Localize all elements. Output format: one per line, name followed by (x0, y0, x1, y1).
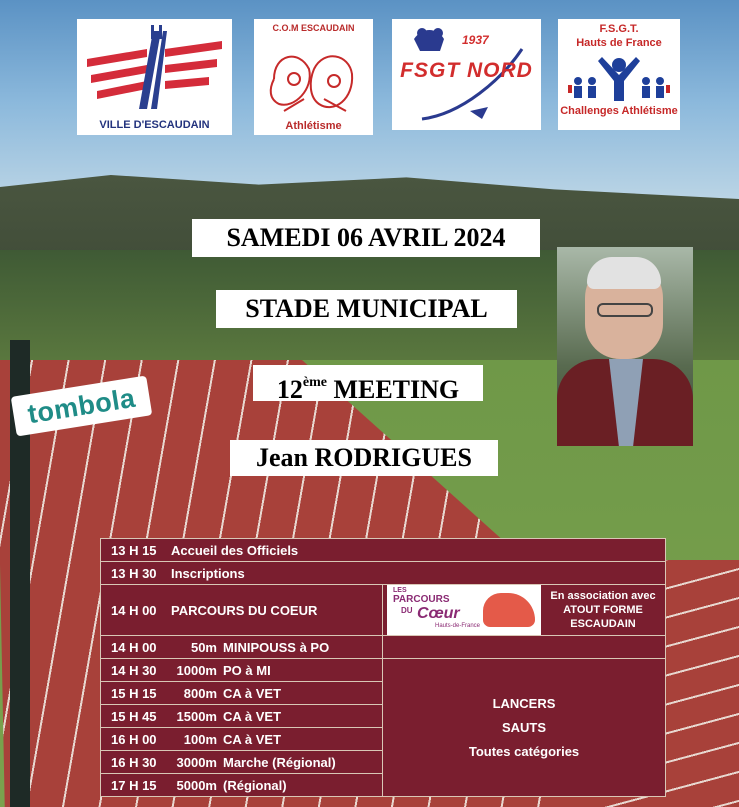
sneaker-icon (483, 593, 535, 627)
row-distance: 1500m (176, 708, 217, 724)
table-row (101, 585, 666, 636)
parcours-region: Hauts-de-France (435, 623, 481, 629)
row-time: 16 H 30 (111, 754, 157, 770)
row-distance: 100m (183, 731, 217, 747)
com-emblem-icon (254, 19, 373, 135)
parcours-word: PARCOURS (393, 594, 450, 605)
assoc-line2: ATOUT FORME (563, 604, 643, 616)
fsgt-hdf-line3: Challenges Athlétisme (560, 105, 678, 117)
other-events-cell (383, 659, 666, 797)
row-distance: 5000m (176, 777, 217, 793)
row-event: MINIPOUSS à PO (223, 639, 330, 655)
meeting-number: 12 (276, 375, 303, 404)
other-events-line1: LANCERS (492, 695, 556, 711)
logo-fsgt-nord (392, 19, 541, 130)
row-event: CA à VET (223, 708, 282, 724)
row-time: 15 H 45 (111, 708, 157, 724)
fsgt-hdf-line1: F.S.G.T. (599, 23, 639, 35)
row-distance: 800m (183, 685, 217, 701)
row-event: PARCOURS DU COEUR (171, 602, 318, 618)
row-time: 13 H 15 (111, 542, 157, 558)
other-events-line2: SAUTS (501, 719, 547, 735)
com-top-label: C.O.M ESCAUDAIN (272, 23, 355, 33)
row-event: Inscriptions (171, 565, 245, 581)
row-event: CA à VET (223, 731, 282, 747)
meeting-word: MEETING (326, 375, 460, 404)
event-date: SAMEDI 06 AVRIL 2024 (192, 219, 540, 257)
row-distance: 1000m (176, 662, 217, 678)
row-event: Accueil des Officiels (171, 542, 299, 558)
row-event: CA à VET (223, 685, 282, 701)
parcours-du-coeur-logo (387, 585, 541, 635)
row-time: 14 H 30 (111, 662, 157, 678)
fsgt-nord-label: FSGT NORD (400, 59, 533, 82)
row-distance: 50m (190, 639, 217, 655)
logo-ville-escaudain (77, 19, 232, 135)
honoree-name: Jean RODRIGUES (230, 440, 498, 476)
row-time: 15 H 15 (111, 685, 157, 701)
parcours-coeur: Cœur (417, 605, 460, 622)
row-event: Marche (Régional) (223, 754, 336, 770)
row-distance: 3000m (176, 754, 217, 770)
tombola-label: tombola (25, 382, 138, 430)
com-bottom-label: Athlétisme (285, 120, 342, 132)
other-events-line3: Toutes catégories (468, 743, 580, 759)
schedule-table (100, 538, 665, 800)
table-row (101, 659, 666, 682)
event-venue: STADE MUNICIPAL (216, 290, 517, 328)
table-row (101, 539, 666, 562)
table-row (101, 562, 666, 585)
row-event: PO à MI (223, 662, 271, 678)
row-time: 16 H 00 (111, 731, 157, 747)
portrait-photo (557, 247, 693, 446)
row-event: (Régional) (223, 777, 287, 793)
meeting-title (253, 365, 483, 404)
meeting-ordinal: ème (302, 375, 327, 390)
table-row (101, 636, 666, 659)
ville-emblem-icon (77, 19, 232, 119)
logo-com-escaudain (254, 19, 373, 135)
assoc-line3: ESCAUDAIN (570, 618, 636, 630)
logo-fsgt-hdf (558, 19, 680, 130)
fsgt-year: 1937 (462, 33, 489, 47)
row-time: 14 H 00 (111, 639, 157, 655)
ville-label: VILLE D'ESCAUDAIN (99, 119, 210, 131)
parcours-les: LES (393, 587, 407, 594)
parcours-du: DU (401, 606, 413, 615)
assoc-line1: En association avec (550, 590, 656, 602)
fsgt-hdf-line2: Hauts de France (576, 37, 662, 49)
row-time: 13 H 30 (111, 565, 157, 581)
row-time: 17 H 15 (111, 777, 157, 793)
association-note (541, 589, 665, 631)
row-time: 14 H 00 (111, 602, 157, 618)
